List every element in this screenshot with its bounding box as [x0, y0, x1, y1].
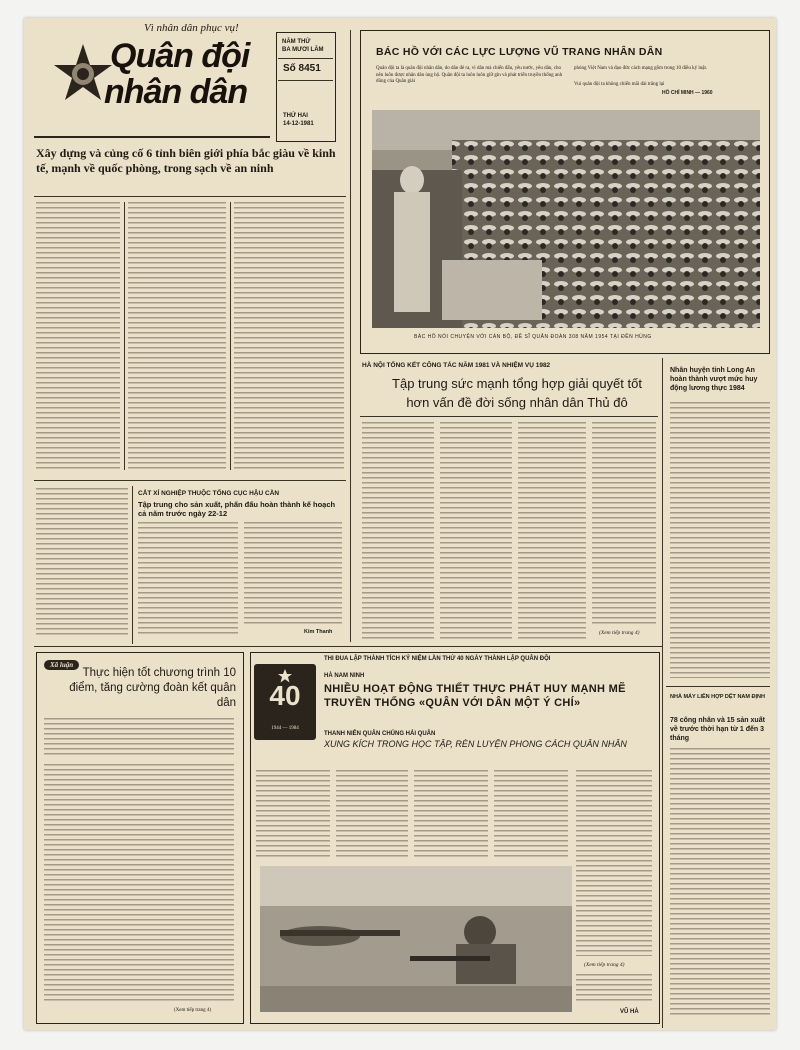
right-column-headline: Nhân huyện tỉnh Long An hoàn thành vượt mức huy động lương thực 1984 [670, 367, 758, 392]
anniversary-body-col1 [256, 770, 330, 858]
right-column-body2 [670, 748, 770, 1018]
bac-ho-photo-caption: BÁC HỒ NÓI CHUYỆN VỚI CÁN BỘ, ĐỀ SĨ QUÂN ĐOÀN 308 NĂM 1954 TẠI ĐỀN HÙNG [414, 334, 652, 340]
anniversary-sub-kicker: THANH NIÊN QUÂN CHỦNG HẢI QUÂN [324, 731, 436, 737]
hanoi-headline: Tập trung sức mạnh tổng hợp giải quyết tốt hơn vấn đề đời sống nhân dân Thủ đô [392, 376, 642, 410]
anniversary-body-col2 [336, 770, 408, 858]
masthead-motto: Vì nhân dân phục vụ! [144, 22, 239, 34]
left-top-body-col1 [36, 202, 120, 470]
editorial-continued: (Xem tiếp trang 4) [174, 1008, 212, 1013]
anniversary-headline: NHIỀU HOẠT ĐỘNG THIẾT THỰC PHÁT HUY MẠNH MẼ TRUYỀN THỐNG «QUÂN VỚI DÂN MỘT Ý CHÍ» [324, 683, 626, 709]
right-column-kicker2: NHÀ MÁY LIÊN HỢP DỆT NAM ĐỊNH [670, 694, 765, 700]
issue-number: Số 8451 [283, 63, 321, 74]
masthead-title-line1: Quân đội [110, 37, 250, 75]
editorial-body-intro [44, 718, 234, 758]
anniversary-body-col5b [576, 974, 652, 1004]
anniversary-body-col4 [494, 770, 568, 858]
bac-ho-headline: BÁC HỒ VỚI CÁC LỰC LƯỢNG VŨ TRANG NHÂN DÂN [376, 46, 663, 58]
bac-ho-quote-right: phóng Việt Nam và đạo đức cách mạng gồm trong 10 điều kỷ luật. [574, 66, 708, 71]
issue-info-line2: BA MƯƠI LĂM [282, 47, 324, 53]
masthead-title-line2: nhân dân [104, 73, 248, 111]
anniversary-banner: THI ĐUA LẬP THÀNH TÍCH KỶ NIỆM LẦN THỨ 40 NGÀY THÀNH LẬP QUÂN ĐỘI [324, 656, 551, 662]
editorial-body [44, 764, 234, 1004]
anniversary-byline: VŨ HÀ [620, 1009, 639, 1015]
issue-info-line1: NĂM THỨ [282, 39, 311, 45]
right-column-headline2: 78 công nhân và 15 sản xuất về trước thời hạn từ 1 đến 3 tháng [670, 717, 765, 742]
bac-ho-quote-left: Quân đội ta là quân đội nhân dân, do dân đẻ ra, vì dân mà chiến đấu, yêu nước, yêu dân, cho nên luôn được nhân dân ủng hộ. Quân đội ta luôn luôn giữ gìn và phát triển truyền thống anh dũng của Quân giải [376, 66, 563, 84]
hanoi-body-col1 [362, 422, 434, 642]
hanoi-continued: (Xem tiếp trang 4) [599, 630, 640, 636]
mid-article-body-col1 [138, 522, 238, 634]
anniversary-body-col3 [414, 770, 488, 858]
editorial-label: Xã luận [44, 660, 79, 670]
hanoi-body-col3 [518, 422, 586, 642]
left-top-body-col2 [128, 202, 226, 470]
newspaper-page [24, 18, 776, 1030]
anniversary-continued: (Xem tiếp trang 4) [584, 962, 625, 968]
hanoi-body-col4 [592, 422, 656, 626]
left-top-body-col3 [234, 202, 344, 470]
anniversary-emblem-number: 40 [269, 680, 301, 711]
right-column-body [670, 402, 770, 678]
anniversary-body-col5 [576, 770, 652, 956]
anniversary-emblem-years: 1944 — 1984 [271, 726, 299, 731]
anniversary-sub-headline: XUNG KÍCH TRONG HỌC TẬP, RÈN LUYỆN PHONG CÁCH QUÂN NHÂN [324, 739, 627, 749]
mid-article-body-col2 [244, 522, 342, 626]
soldiers-photo-image [260, 866, 572, 1012]
left-top-headline: Xây dựng và củng cố 6 tỉnh biên giới phía bắc giàu về kinh tế, mạnh về quốc phòng, trong sạch về an ninh [36, 146, 336, 175]
bac-ho-photo-image [372, 110, 760, 328]
bac-ho-photo [372, 110, 760, 328]
hanoi-kicker: HÀ NỘI TỔNG KẾT CÔNG TÁC NĂM 1981 VÀ NHIỆM VỤ 1982 [362, 362, 551, 369]
lower-left-body [36, 488, 128, 638]
mid-article-headline: Tập trung cho sản xuất, phấn đấu hoàn thành kế hoạch cả năm trước ngày 22-12 [138, 500, 336, 518]
date-line2: 14-12-1981 [283, 121, 314, 127]
mid-article-kicker: CẮT XÍ NGHIỆP THUỘC TỔNG CỤC HẬU CẦN [138, 490, 280, 497]
soldiers-photo [260, 866, 572, 1012]
date-line1: THỨ HAI [283, 113, 308, 119]
bac-ho-quote-attribution-line1: Vui quân đội ta không chiến mãi dài trăng lại [574, 82, 665, 87]
mid-article-byline: Kim Thanh [304, 629, 333, 635]
bac-ho-quote-attribution-line2: HỒ CHÍ MINH — 1960 [662, 90, 713, 96]
anniversary-region: HÀ NAM NINH [324, 673, 365, 679]
hanoi-body-col2 [440, 422, 512, 642]
editorial-headline: Thực hiện tốt chương trình 10 điểm, tăng cường đoàn kết quân dân [69, 667, 236, 709]
